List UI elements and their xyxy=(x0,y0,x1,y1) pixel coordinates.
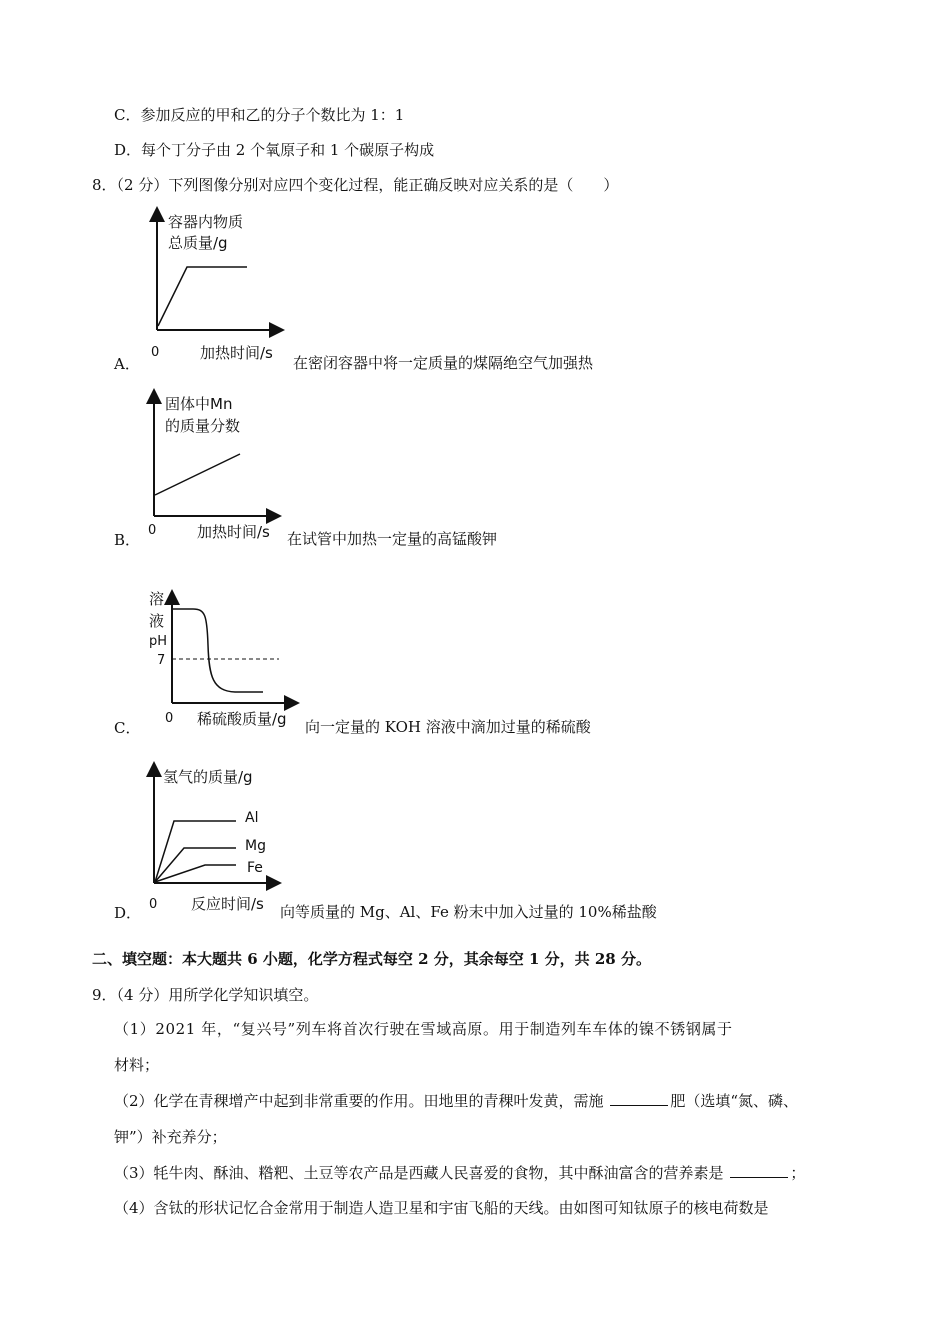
origin-a: 0 xyxy=(151,345,160,360)
section-2-title: 二、填空题：本大题共 6 小题，化学方程式每空 2 分，其余每空 1 分，共 28 分。 xyxy=(92,950,651,968)
graph-d xyxy=(137,765,287,915)
tick-7: 7 xyxy=(157,653,166,668)
q9-part1-line2: 材料； xyxy=(114,1056,160,1074)
question-8-stem: 8．（2 分）下列图像分别对应四个变化过程，能正确反映对应关系的是（ ） xyxy=(92,176,619,194)
answer-blank-nutrient[interactable] xyxy=(730,1163,788,1178)
ylabel-d: 氢气的质量/g xyxy=(163,768,253,786)
label-al: Al xyxy=(245,810,259,826)
q9-part3-line xyxy=(114,1162,805,1183)
curve-a xyxy=(158,267,247,326)
graph-a xyxy=(140,210,290,360)
ylabel-a-2: 总质量/g xyxy=(168,234,228,252)
q9-part2-text-a: （2）化学在青稞增产中起到非常重要的作用。田地里的青稞叶发黄，需施 xyxy=(114,1092,609,1110)
q9-part2-line1 xyxy=(114,1090,798,1111)
xlabel-a: 加热时间/s xyxy=(200,344,273,362)
ylabel-b-2: 的质量分数 xyxy=(165,417,241,435)
q9-part1-line1: （1）2021 年，“复兴号”列车将首次行驶在雪域高原。用于制造列车车体的镍不锈钢属于 xyxy=(114,1020,733,1038)
label-mg: Mg xyxy=(245,838,266,854)
series-al xyxy=(155,821,236,882)
ylabel-a-1: 容器内物质 xyxy=(168,213,244,231)
option-b-letter: B． xyxy=(114,531,141,549)
option-a-desc: 在密闭容器中将一定质量的煤隔绝空气加强热 xyxy=(293,354,594,372)
curve-b xyxy=(155,454,240,495)
q9-part3-text-b: ； xyxy=(790,1164,806,1182)
curve-c xyxy=(173,609,263,692)
q9-part2-text-b: 肥（选填“氮、磷、 xyxy=(670,1092,798,1110)
option-b-desc: 在试管中加热一定量的高锰酸钾 xyxy=(287,530,498,548)
ylabel-c-3: pH xyxy=(149,634,168,649)
ylabel-c-2: 液 xyxy=(149,612,165,630)
q9-part2-line2: 钾”）补充养分； xyxy=(114,1128,227,1146)
q9-part4-line: （4）含钛的形状记忆合金常用于制造人造卫星和宇宙飞船的天线。由如图可知钛原子的核电荷数是 xyxy=(114,1199,769,1217)
graph-c xyxy=(145,585,305,735)
option-a-letter: A． xyxy=(114,355,140,373)
xlabel-c: 稀硫酸质量/g xyxy=(197,710,287,728)
option-c-text: C．参加反应的甲和乙的分子个数比为 1：1 xyxy=(114,106,405,124)
q9-part3-text-a: （3）牦牛肉、酥油、糌粑、土豆等农产品是西藏人民喜爱的食物，其中酥油富含的营养素是 xyxy=(114,1164,729,1182)
answer-blank-fertilizer[interactable] xyxy=(610,1091,668,1106)
option-c-desc: 向一定量的 KOH 溶液中滴加过量的稀硫酸 xyxy=(305,718,591,736)
option-c-letter: C． xyxy=(114,719,141,737)
label-fe: Fe xyxy=(247,860,263,876)
xlabel-b: 加热时间/s xyxy=(197,523,270,541)
ylabel-c-1: 溶 xyxy=(149,590,165,608)
origin-c: 0 xyxy=(165,711,174,726)
option-d-letter: D． xyxy=(114,904,142,922)
question-9-stem: 9．（4 分）用所学化学知识填空。 xyxy=(92,986,319,1004)
option-d-desc: 向等质量的 Mg、Al、Fe 粉末中加入过量的 10%稀盐酸 xyxy=(280,903,657,921)
option-d-text: D．每个丁分子由 2 个氧原子和 1 个碳原子构成 xyxy=(114,141,435,159)
origin-d: 0 xyxy=(149,897,158,912)
graph-b xyxy=(137,390,287,540)
xlabel-d: 反应时间/s xyxy=(191,895,264,913)
ylabel-b-1: 固体中Mn xyxy=(165,395,233,413)
origin-b: 0 xyxy=(148,523,157,538)
